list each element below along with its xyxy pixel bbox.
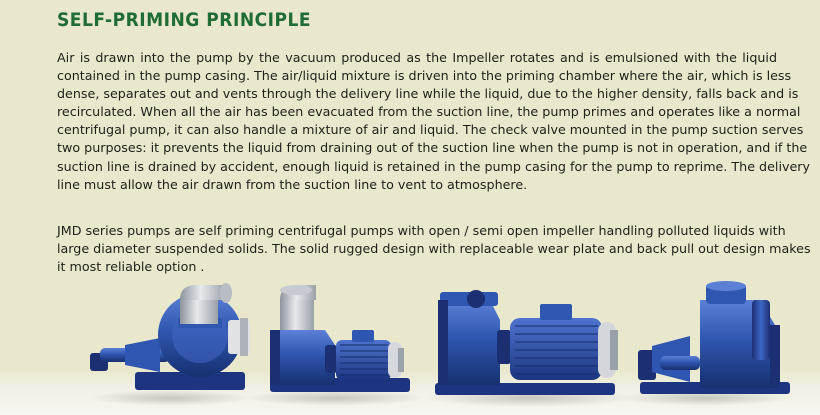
text-line: centrifugal pump, it can also handle a mixture of air and liquid. The check valve mounted in the pump suction serves: [57, 122, 804, 138]
section-title: SELF-PRIMING PRINCIPLE: [57, 9, 312, 31]
text-line: suction line is drained by accident, enough liquid is retained in the pump casing for the pump to reprime. The delivery: [57, 158, 811, 174]
text-line: contained in the pump casing. The air/liquid mixture is driven into the priming chamber where the air, which is less: [57, 68, 792, 84]
pump-2-image: [245, 285, 425, 406]
text-line: large diameter suspended solids. The solid rugged design with replaceable wear plate and back pull out design makes: [57, 241, 811, 257]
text-line: it most reliable option .: [57, 259, 205, 275]
pump-3-image: [425, 290, 635, 407]
text-line: line must allow the air drawn from the suction line to vent to atmosphere.: [57, 176, 528, 192]
text-line: two purposes: it prevents the liquid from draining out of the suction line when the pump is not in operation, and if the: [57, 140, 808, 156]
text-line: recirculated. When all the air has been evacuated from the suction line, the pump primes and operates like a normal: [57, 104, 801, 120]
pump-4-image: [620, 281, 790, 406]
text-line: JMD series pumps are self priming centrifugal pumps with open / semi open impeller handling polluted liquids with: [57, 223, 786, 238]
text-line: Air is drawn into the pump by the vacuum produced as the Impeller rotates and is emulsioned with the liquid: [57, 50, 777, 65]
text-line: dense, separates out and vents through the delivery line while the liquid, due to the higher density, falls back and is: [57, 86, 799, 102]
pump-1-image: [90, 283, 250, 406]
